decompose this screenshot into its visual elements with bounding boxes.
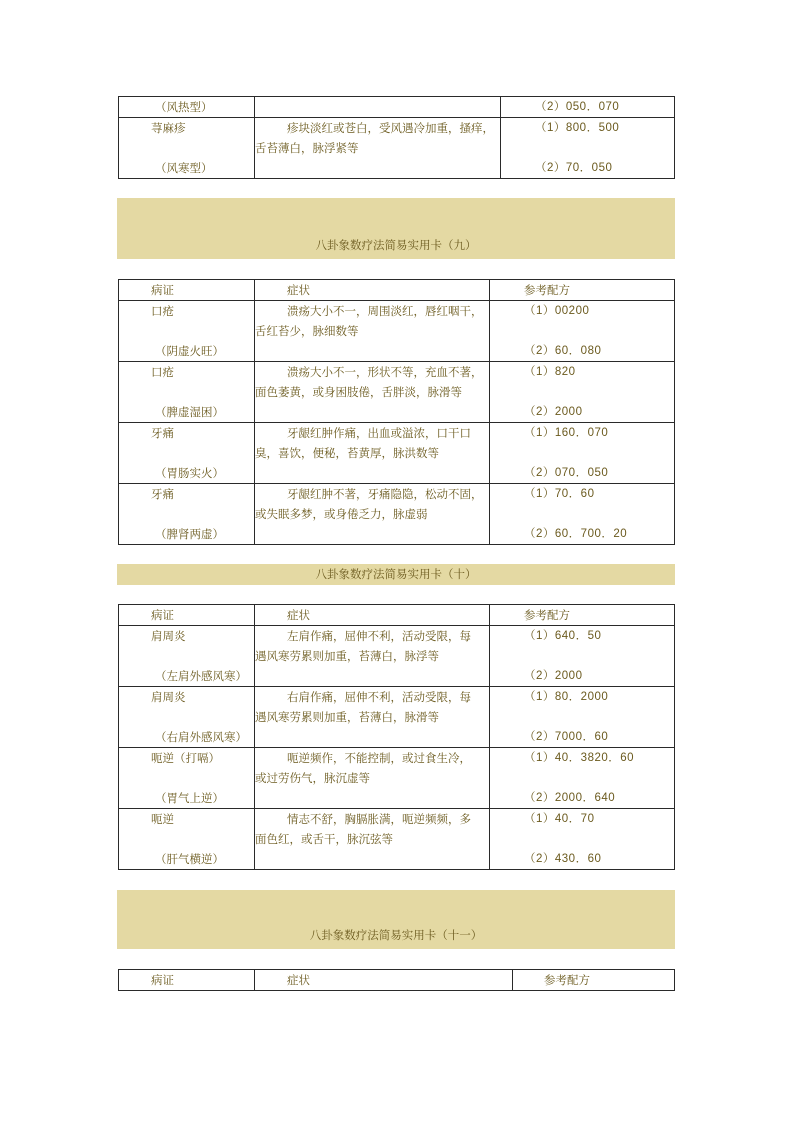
table-row <box>119 97 675 118</box>
disease-name: 肩周炎 <box>151 629 186 643</box>
card-title-band <box>117 890 675 949</box>
disease-type: （风热型） <box>155 100 213 114</box>
symptom-line: 溃疡大小不一，形状不等，充血不著， <box>287 365 483 379</box>
ref-formula: （1）00200 <box>524 305 590 317</box>
table-row <box>119 687 675 748</box>
header-disease: 病证 <box>151 283 174 297</box>
card-title: 八卦象数疗法简易实用卡（九） <box>315 238 477 252</box>
ref-formula: （2）050．070 <box>535 101 620 113</box>
symptom-line: 遇风寒劳累则加重，苔薄白，脉浮等 <box>255 649 439 663</box>
disease-name: 口疮 <box>151 365 174 379</box>
disease-type: （胃肠实火） <box>155 466 224 480</box>
card-title: 八卦象数疗法简易实用卡（十） <box>315 567 477 581</box>
disease-name: 肩周炎 <box>151 690 186 704</box>
symptom-line: 面色萎黄，或身困肢倦，舌胖淡，脉滑等 <box>255 385 462 399</box>
table-row <box>119 301 675 362</box>
disease-type: （脾虚湿困） <box>155 405 224 419</box>
ref-formula: （1）40．70 <box>524 813 595 825</box>
header-formula: 参考配方 <box>524 283 570 297</box>
symptom-line: 或过劳伤气，脉沉虚等 <box>255 771 370 785</box>
symptom-line: 溃疡大小不一，周围淡红，唇红咽干， <box>287 304 483 318</box>
ref-formula: （1）640．50 <box>524 630 602 642</box>
disease-name: 呃逆（打嗝） <box>151 751 220 765</box>
symptom-line: 臭，喜饮，便秘，苔黄厚，脉洪数等 <box>255 446 439 460</box>
disease-name: 牙痛 <box>151 487 174 501</box>
table-header-row <box>119 280 675 301</box>
ref-formula: （1）820 <box>524 366 576 378</box>
table-row <box>119 362 675 423</box>
disease-type: （肝气横逆） <box>155 852 224 866</box>
table-row <box>119 809 675 870</box>
table-header-row <box>119 605 675 626</box>
table-card9 <box>118 279 675 545</box>
ref-formula: （1）70．60 <box>524 488 595 500</box>
disease-name: 呃逆 <box>151 812 174 826</box>
ref-formula: （2）070．050 <box>524 467 609 479</box>
symptom-line: 面色红，或舌干，脉沉弦等 <box>255 832 393 846</box>
table-top <box>118 96 675 179</box>
header-symptom: 症状 <box>287 283 310 297</box>
symptom-line: 呃逆频作，不能控制，或过食生冷， <box>287 751 471 765</box>
symptom-line: 舌红苔少，脉细数等 <box>255 324 359 338</box>
disease-name: 牙痛 <box>151 426 174 440</box>
ref-formula: （2）2000 <box>524 406 583 418</box>
disease-name: 荨麻疹 <box>151 121 186 135</box>
table-card10 <box>118 604 675 870</box>
ref-formula: （2）60．700．20 <box>524 528 628 540</box>
card-title: 八卦象数疗法简易实用卡（十一） <box>309 928 483 942</box>
disease-name: 口疮 <box>151 304 174 318</box>
card-title-band <box>117 564 675 585</box>
disease-type: （左肩外感风寒） <box>155 669 247 683</box>
header-symptom: 症状 <box>287 973 310 987</box>
symptom-line: 遇风寒劳累则加重，苔薄白，脉滑等 <box>255 710 439 724</box>
disease-type: （右肩外感风寒） <box>155 730 247 744</box>
table-header-row <box>119 970 675 991</box>
disease-type: （脾肾两虚） <box>155 527 224 541</box>
header-formula: 参考配方 <box>544 973 590 987</box>
header-formula: 参考配方 <box>524 608 570 622</box>
table-row <box>119 423 675 484</box>
table-card11 <box>118 969 675 991</box>
ref-formula: （1）80．2000 <box>524 691 609 703</box>
table-row <box>119 118 675 179</box>
ref-formula: （1）40．3820．60 <box>524 752 635 764</box>
ref-formula: （2）430．60 <box>524 853 602 865</box>
header-disease: 病证 <box>151 973 174 987</box>
ref-formula: （1）160．070 <box>524 427 609 439</box>
ref-formula: （2）2000 <box>524 670 583 682</box>
symptom-line: 或失眠多梦，或身倦乏力，脉虚弱 <box>255 507 428 521</box>
ref-formula: （2）7000．60 <box>524 731 609 743</box>
symptom-line: 左肩作痛，屈伸不利，活动受限，每 <box>287 629 471 643</box>
ref-formula: （1）800．500 <box>535 122 620 134</box>
table-row <box>119 748 675 809</box>
disease-type: （风寒型） <box>155 161 213 175</box>
disease-type: （阴虚火旺） <box>155 344 224 358</box>
symptom-line: 牙龈红肿不著，牙痛隐隐，松动不固， <box>287 487 483 501</box>
card-title-band <box>117 198 675 259</box>
table-row <box>119 626 675 687</box>
symptom-line: 牙龈红肿作痛，出血或溢浓，口干口 <box>287 426 471 440</box>
symptom-line: 情志不舒，胸膈胀满，呃逆频频，多 <box>287 812 471 826</box>
disease-type: （胃气上逆） <box>155 791 224 805</box>
header-symptom: 症状 <box>287 608 310 622</box>
ref-formula: （2）70．050 <box>535 162 613 174</box>
symptom-line: 右肩作痛，屈伸不利，活动受限，每 <box>287 690 471 704</box>
header-disease: 病证 <box>151 608 174 622</box>
symptom-text: 疹块淡红或苍白，受风遇冷加重，搔痒，舌苔薄白，脉浮紧等 <box>255 121 494 155</box>
ref-formula: （2）60．080 <box>524 345 602 357</box>
ref-formula: （2）2000．640 <box>524 792 616 804</box>
table-row <box>119 484 675 545</box>
